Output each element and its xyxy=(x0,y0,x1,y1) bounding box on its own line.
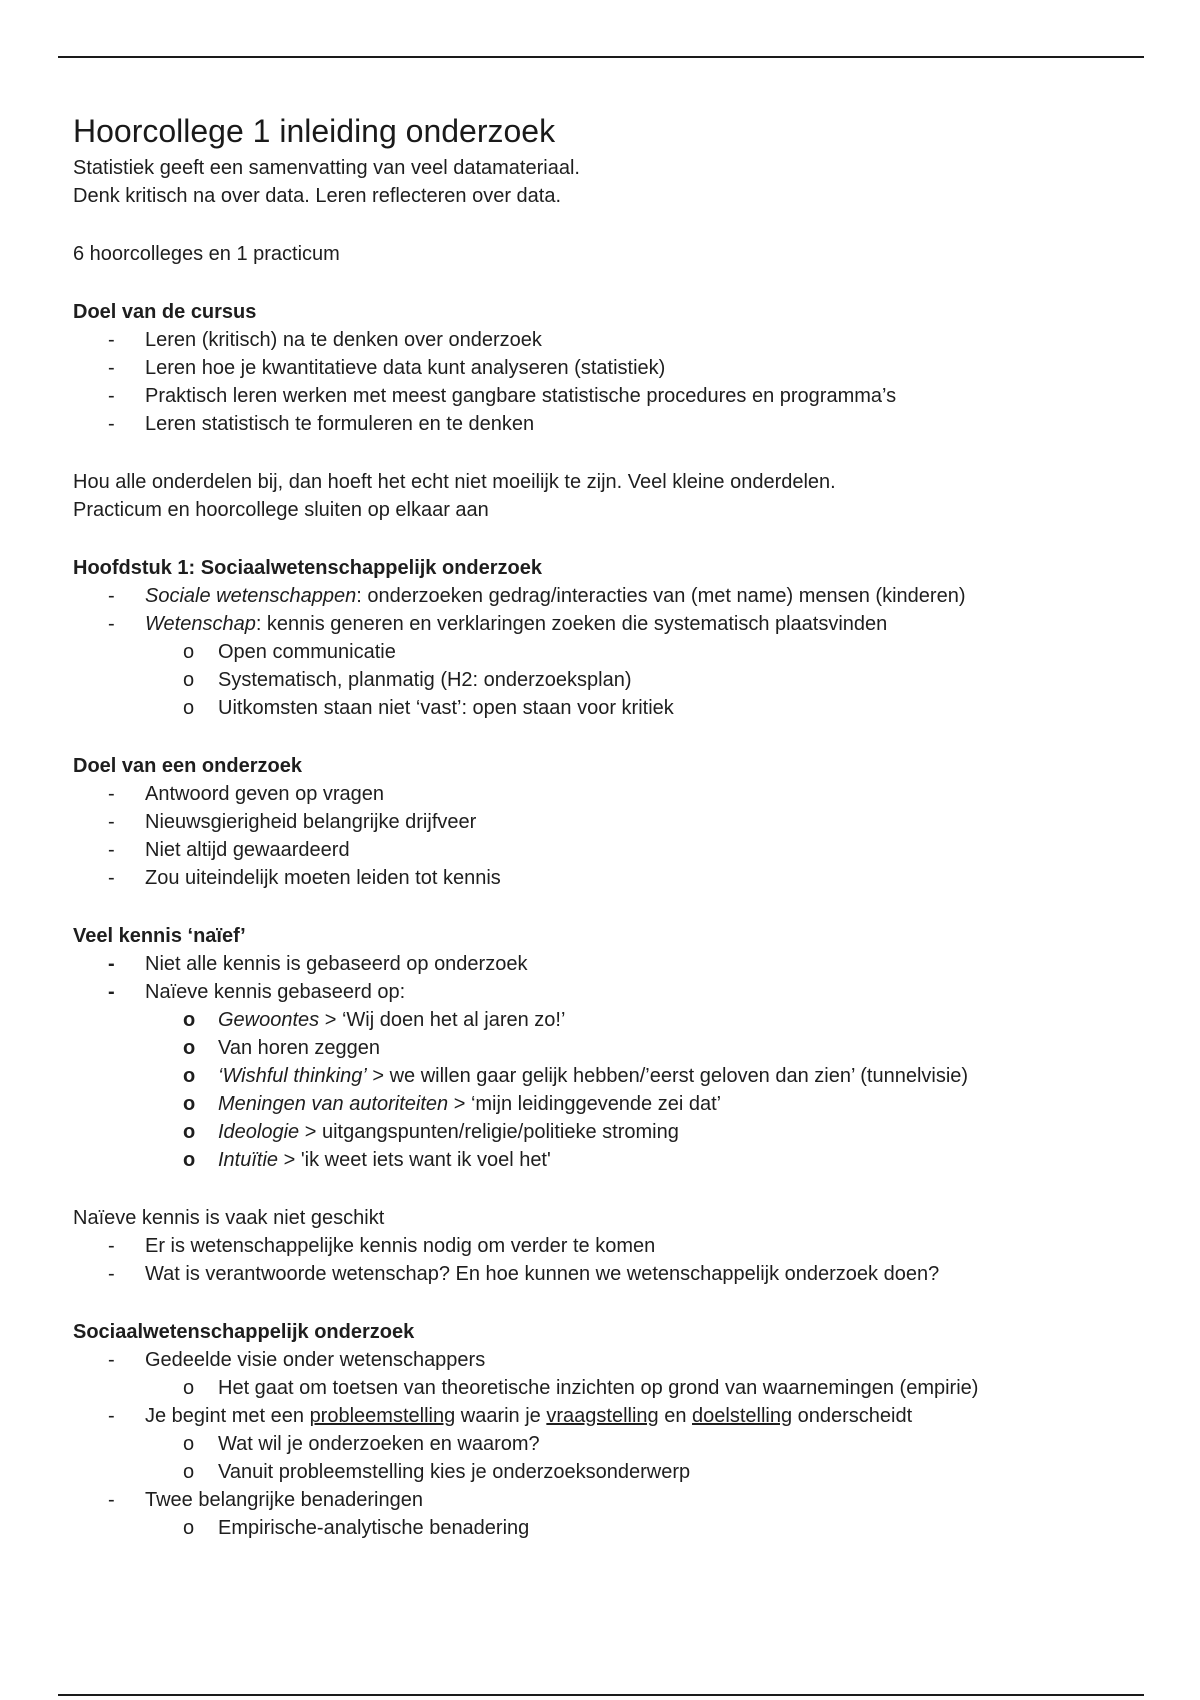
item-text: : onderzoeken gedrag/interacties van (met name) mensen (kinderen) xyxy=(356,585,966,607)
heading-hoofdstuk-1: Hoofdstuk 1: Sociaalwetenschappelijk onderzoek xyxy=(73,557,543,579)
sublist-item xyxy=(73,1062,1153,1090)
heading-doel-onderzoek: Doel van een onderzoek xyxy=(73,755,302,777)
term-italic: Gewoontes xyxy=(218,1009,320,1031)
sublist-item: o Systematisch, planmatig (H2: onderzoeksplan) xyxy=(73,666,1153,694)
item-text: Van horen zeggen xyxy=(218,1037,380,1059)
underlined-term: probleemstelling xyxy=(309,1405,456,1427)
item-text: > we willen gaar gelijk hebben/’eerst geloven dan zien’ (tunnelvisie) xyxy=(366,1065,969,1087)
list-naief xyxy=(73,950,1153,1174)
list-doel-cursus xyxy=(73,326,1153,438)
list-item: - Leren statistisch te formuleren en te denken xyxy=(73,410,1153,438)
list-item: - Niet alle kennis is gebaseerd op onderzoek xyxy=(73,950,1153,978)
list-item xyxy=(73,978,1153,1174)
list-item: - Leren (kritisch) na te denken over onderzoek xyxy=(73,326,1153,354)
intro-line-2: Denk kritisch na over data. Leren reflecteren over data. xyxy=(73,185,562,207)
intro-line-1: Statistiek geeft een samenvatting van veel datamateriaal. xyxy=(73,157,580,179)
list-item: - Leren hoe je kwantitatieve data kunt analyseren (statistiek) xyxy=(73,354,1153,382)
item-text: > ‘Wij doen het al jaren zo!’ xyxy=(319,1009,566,1031)
sublist-item xyxy=(73,1034,1153,1062)
top-rule xyxy=(58,56,1144,58)
document-body xyxy=(73,110,1153,1542)
item-text: waarin je xyxy=(455,1405,547,1427)
sublist xyxy=(145,1006,1153,1174)
list-item: - Wat is verantwoorde wetenschap? En hoe kunnen we wetenschappelijk onderzoek doen? xyxy=(73,1260,1153,1288)
list-sociaal xyxy=(73,1346,1153,1542)
sublist-item: o Vanuit probleemstelling kies je onderzoeksonderwerp xyxy=(73,1458,1153,1486)
list-item xyxy=(73,1402,1153,1486)
sublist xyxy=(145,1514,1153,1542)
sessions-line: 6 hoorcolleges en 1 practicum xyxy=(73,243,340,265)
sublist-item: o Wat wil je onderzoeken en waarom? xyxy=(73,1430,1153,1458)
term-italic: Wetenschap xyxy=(145,613,256,635)
page-title: Hoorcollege 1 inleiding onderzoek xyxy=(73,113,556,149)
advice-line-1: Hou alle onderdelen bij, dan hoeft het echt niet moeilijk te zijn. Veel kleine onderdelen. xyxy=(73,471,836,493)
sublist-item: o Open communicatie xyxy=(73,638,1153,666)
list-item xyxy=(73,1346,1153,1402)
list-hoofdstuk-1 xyxy=(73,582,1153,722)
list-item xyxy=(73,610,1153,722)
advice-line-2: Practicum en hoorcollege sluiten op elkaar aan xyxy=(73,499,489,521)
item-text: : kennis generen en verklaringen zoeken die systematisch plaatsvinden xyxy=(255,613,888,635)
heading-doel-cursus: Doel van de cursus xyxy=(73,301,257,323)
item-text: onderscheidt xyxy=(792,1405,913,1427)
list-item: - Zou uiteindelijk moeten leiden tot kennis xyxy=(73,864,1153,892)
list-item: - Nieuwsgierigheid belangrijke drijfveer xyxy=(73,808,1153,836)
sublist-item: o Het gaat om toetsen van theoretische inzichten op grond van waarnemingen (empirie) xyxy=(73,1374,1153,1402)
list-item: - Niet altijd gewaardeerd xyxy=(73,836,1153,864)
term-italic: Sociale wetenschappen xyxy=(145,585,357,607)
heading-sociaal: Sociaalwetenschappelijk onderzoek xyxy=(73,1321,415,1343)
item-text: Twee belangrijke benaderingen xyxy=(145,1489,423,1511)
sublist-item: o Uitkomsten staan niet ‘vast’: open staan voor kritiek xyxy=(73,694,1153,722)
sublist-item xyxy=(73,1118,1153,1146)
term-italic: ‘Wishful thinking’ xyxy=(218,1065,367,1087)
sublist xyxy=(145,638,1153,722)
list-item: - Praktisch leren werken met meest gangbare statistische procedures en programma’s xyxy=(73,382,1153,410)
sublist-item xyxy=(73,1006,1153,1034)
list-naief-ongeschikt xyxy=(73,1232,1153,1288)
item-text: > uitgangspunten/religie/politieke stroming xyxy=(299,1121,679,1143)
sublist xyxy=(145,1430,1153,1486)
sublist-item: o Empirische-analytische benadering xyxy=(73,1514,1153,1542)
term-italic: Intuïtie xyxy=(218,1149,279,1171)
list-item xyxy=(73,1486,1153,1542)
sublist xyxy=(145,1374,1153,1402)
sublist-item xyxy=(73,1146,1153,1174)
list-item: - Er is wetenschappelijke kennis nodig om verder te komen xyxy=(73,1232,1153,1260)
item-text: Gedeelde visie onder wetenschappers xyxy=(145,1349,486,1371)
list-doel-onderzoek xyxy=(73,780,1153,892)
term-italic: Ideologie xyxy=(218,1121,300,1143)
item-text: > ‘mijn leidinggevende zei dat’ xyxy=(448,1093,722,1115)
list-item xyxy=(73,582,1153,610)
sublist-item xyxy=(73,1090,1153,1118)
heading-naief: Veel kennis ‘naïef’ xyxy=(73,925,246,947)
term-italic: Meningen van autoriteiten xyxy=(218,1093,449,1115)
naief-ongeschikt-line: Naïeve kennis is vaak niet geschikt xyxy=(73,1207,385,1229)
item-text: Je begint met een xyxy=(145,1405,310,1427)
underlined-term: vraagstelling xyxy=(546,1405,659,1427)
underlined-term: doelstelling xyxy=(692,1405,793,1427)
bottom-rule xyxy=(58,1694,1144,1696)
item-text: Naïeve kennis gebaseerd op: xyxy=(145,981,406,1003)
item-text: en xyxy=(658,1405,693,1427)
list-item: - Antwoord geven op vragen xyxy=(73,780,1153,808)
item-text: > 'ik weet iets want ik voel het' xyxy=(278,1149,551,1171)
